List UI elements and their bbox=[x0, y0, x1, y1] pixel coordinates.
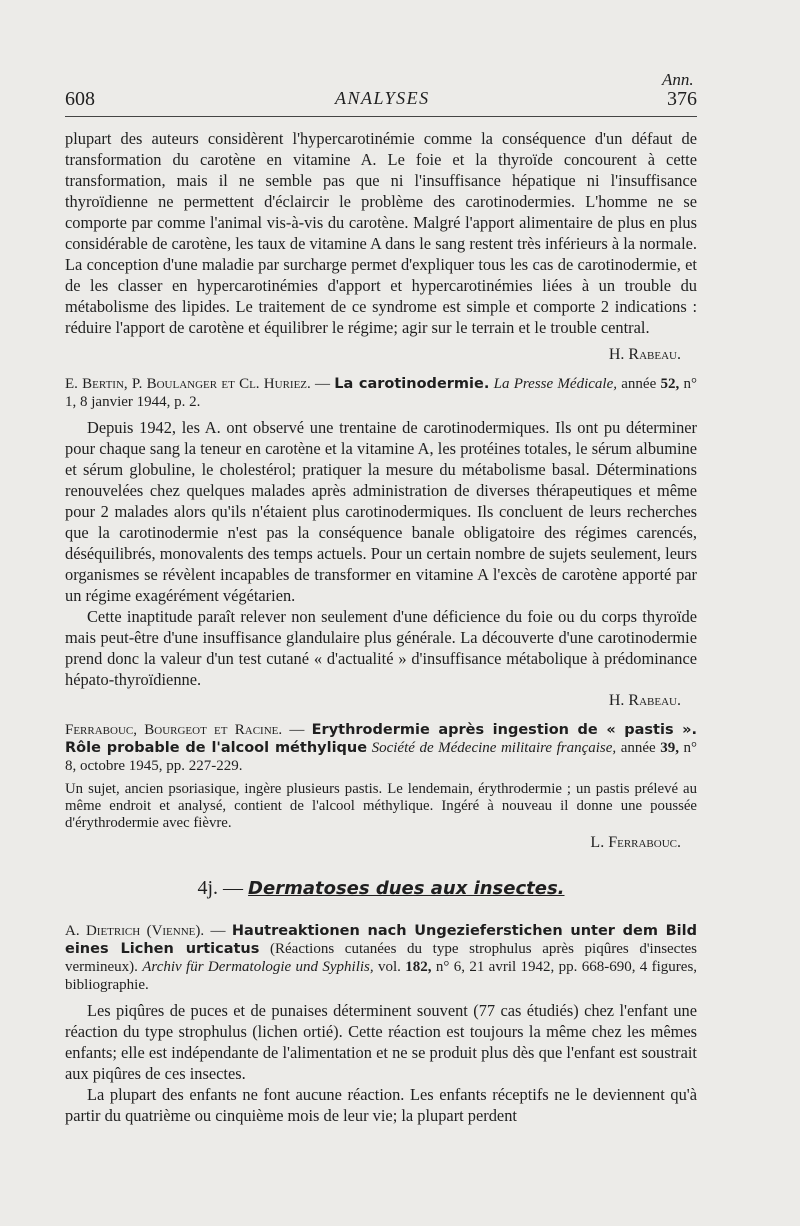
ref-rest: n° 8, octobre 1945, pp. 227-229. bbox=[65, 740, 697, 774]
paragraph-1: plupart des auteurs considèrent l'hypercarotinémie comme la conséquence d'un défaut de transformation du carotène en vitamine A. Le foie et la thyroïde concourent à cette transformation, mais il ne semble pas que ni l'insuffisance hépatique ni l'insuffisance thyroïdienne ne permettent d'éclaircir le problème des carotinodermies. L'homme ne se comporte par comme l'animal vis-à-vis du carotène. Malgré l'apport alimentaire de plus en plus considérable de carotène, les taux de vitamine A dans le sang restent très inférieurs à la normale. La conception d'une maladie par surcharge permet d'expliquer tous les cas de carotinodermie, et de les classer en hypercarotinémies d'apport et hypercarotinémies liées à un trouble du métabolisme des lipides. Le traitement de ce syndrome est simple et comporte 2 indications : réduire l'apport de carotène et équilibrer le régime; agir sur le terrain et le trouble central. bbox=[65, 129, 697, 337]
ref-journal: Société de Médecine militaire française, bbox=[371, 740, 617, 756]
section-title: Dermatoses dues aux insectes. bbox=[248, 878, 565, 899]
reference-dietrich bbox=[65, 922, 697, 994]
reference-ferrabouc bbox=[65, 721, 697, 775]
ref-title: Erythrodermie après ingestion de « pastis ». Rôle probable de l'alcool méthylique bbox=[65, 722, 698, 756]
signature-ferrabouc: L. Ferrabouc. bbox=[590, 834, 681, 851]
page-header bbox=[65, 86, 697, 116]
ref-year-prefix: année bbox=[620, 740, 656, 756]
ref-rest: n° 1, 8 janvier 1944, p. 2. bbox=[65, 376, 698, 410]
paragraph-5: Les piqûres de puces et de punaises déterminent souvent (77 cas étudiés) chez l'enfant une réaction du type strophulus (lichen ortié). Cette réaction est toujours la même chez les mêmes enfants; elle est indépendante de l'alimentation et ne se produit plus dès que l'enfant est soustrait aux piqûres de ces insectes. bbox=[65, 1001, 697, 1083]
ref-journal: La Presse Médicale, bbox=[493, 376, 617, 392]
section-number: 4j. — bbox=[197, 877, 244, 899]
ref-volume: 182, bbox=[405, 959, 432, 975]
ref-authors: A. Dietrich (Vienne). — bbox=[65, 923, 226, 939]
running-title: ANALYSES bbox=[335, 88, 430, 108]
ref-year: 39, bbox=[660, 740, 679, 756]
ref-authors: Ferrabouc, Bourgeot et Racine. — bbox=[65, 722, 305, 738]
signature-rabeau-1: H. Rabeau. bbox=[608, 346, 681, 363]
volume-number: 376 bbox=[667, 88, 697, 110]
ref-year-prefix: année bbox=[621, 376, 657, 392]
ref-vol-prefix: vol. bbox=[378, 959, 401, 975]
ref-translation: (Réactions cutanées du type strophulus après piqûres d'insectes vermineux). bbox=[65, 941, 698, 975]
page-content bbox=[65, 128, 697, 1126]
paragraph-6: La plupart des enfants ne font aucune réaction. Les enfants réceptifs ne le deviennent qu'à partir du quatrième ou cinquième mois de leur vie; la plupart perdent bbox=[65, 1085, 697, 1125]
reference-bertin bbox=[65, 375, 697, 411]
ref-rest: n° 6, 21 avril 1942, pp. 668-690, 4 figures, bibliographie. bbox=[65, 959, 698, 993]
header-rule bbox=[65, 116, 697, 117]
ref-title: Hautreaktionen nach Ungezieferstichen unter dem Bild eines Lichen urticatus bbox=[65, 923, 697, 957]
paragraph-3: Cette inaptitude paraît relever non seulement d'une déficience du foie ou du corps thyroïde mais peut-être d'une insuffisance glandulaire plus générale. La découverte d'une carotinodermie prend donc la valeur d'un test cutané « d'actualité » d'insuffisance métabolique à prédominance hépato-thyroïdienne. bbox=[65, 607, 697, 689]
paragraph-4: Un sujet, ancien psoriasique, ingère plusieurs pastis. Le lendemain, érythrodermie ; un pastis prélevé au même endroit et analysé, contient de l'alcool méthylique. Ingéré à nouveau il donne une poussée d'érythrodermie avec fièvre. bbox=[65, 781, 697, 831]
ref-title: La carotinodermie. bbox=[334, 376, 490, 392]
ref-year: 52, bbox=[660, 376, 680, 392]
annotation-ann: Ann. bbox=[662, 70, 694, 89]
paragraph-2: Depuis 1942, les A. ont observé une trentaine de carotinodermiques. Ils ont pu déterminer pour chaque sang la teneur en carotène et la vitamine A, les protéines totales, le sérum albumine et sérum globuline, le cholestérol; pratiquer la mesure du métabolisme basal. Déterminations renouvelées chez quelques malades après administration de diverses thérapeutiques et même pour 2 malades alors qu'ils n'étaient plus carotinodermiques. Ils concluent de leurs recherches que la carotinodermie n'est pas la conséquence banale obligatoire des régimes carencés, déséquilibrés, monovalents des temps actuels. Pour un certain nombre de sujets seulement, leurs organismes se révèlent incapables de transformer en vitamine A l'excès de carotène apporté par un régime exagérément végétarien. bbox=[65, 418, 697, 605]
section-heading bbox=[65, 877, 697, 900]
page-number: 608 bbox=[65, 88, 95, 110]
ref-journal: Archiv für Dermatologie und Syphilis, bbox=[142, 959, 374, 975]
signature-rabeau-2: H. Rabeau. bbox=[608, 692, 681, 709]
ref-authors: E. Bertin, P. Boulanger et Cl. Huriez. — bbox=[65, 376, 331, 392]
